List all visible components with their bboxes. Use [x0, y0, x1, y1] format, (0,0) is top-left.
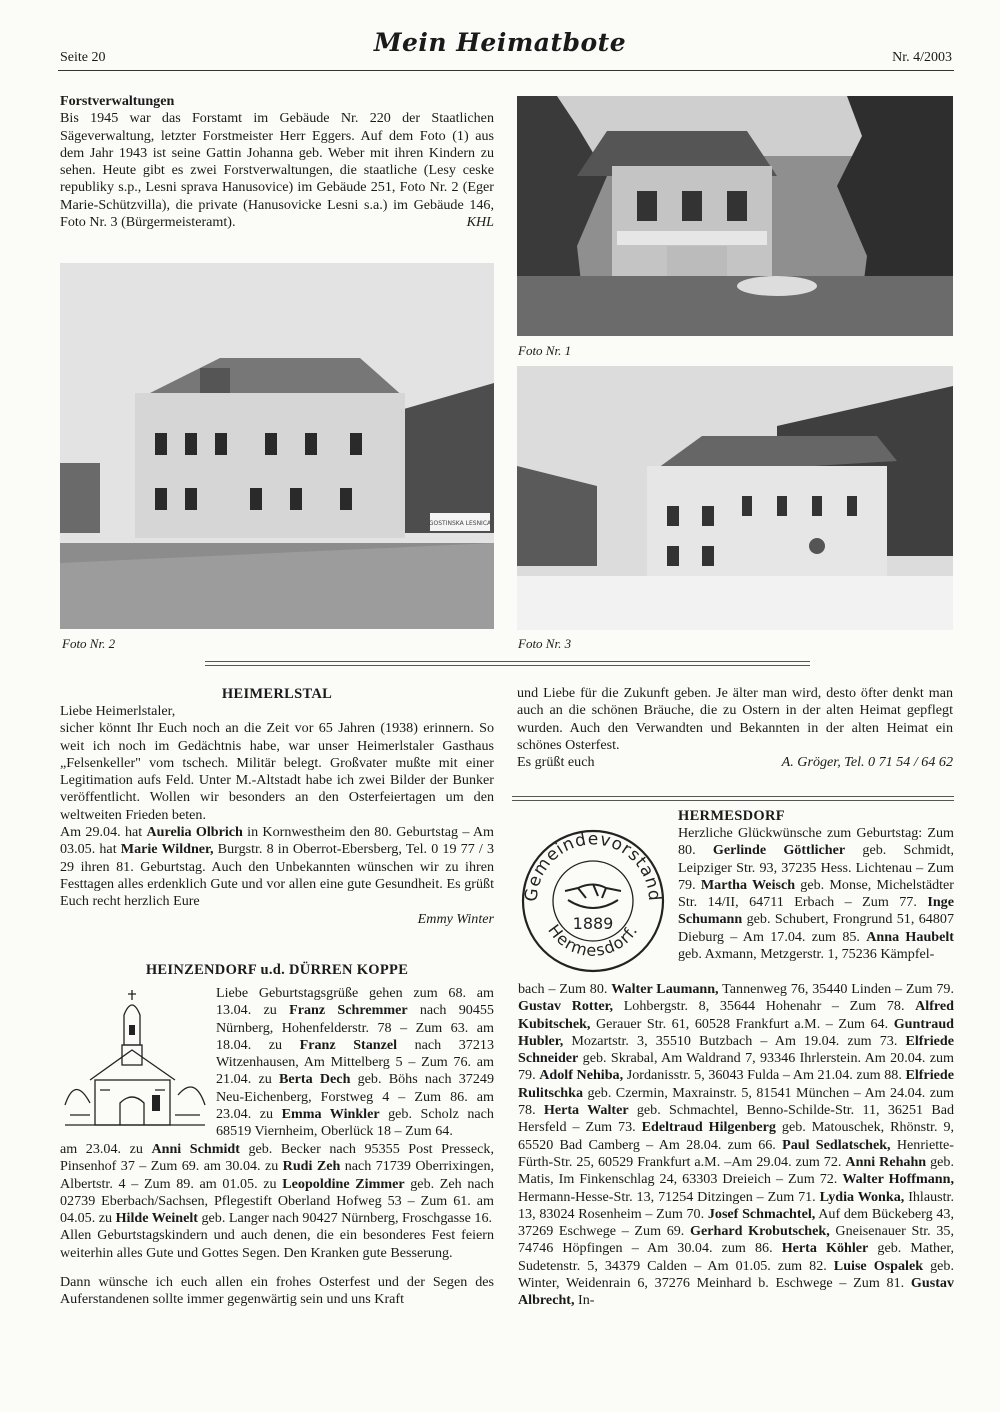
text-run: geb. Schmachtel, Benno-Schilde-Str. 11, 36251 Bad Hersfeld – Zum 73.: [518, 1102, 955, 1136]
text-run: geb. Monse, Michelstädter Str. 14/II, 64711 Erbach – Zum 77.: [678, 876, 954, 911]
person-name: Franz Stanzel: [299, 1036, 398, 1053]
person-name: Marie Wildner,: [120, 841, 214, 858]
text-run: Liebe Geburtstagsgrüße gehen zum 68. am 13.04. zu: [216, 985, 494, 1019]
text-run: am 23.04. zu: [60, 1141, 152, 1157]
text-run: geb. Matouschek, Rhönstr. 9, 65520 Bad Camberg – Am 28.04. zum 66.: [518, 1119, 955, 1153]
continuation-paragraph: und Liebe für die Zukunft geben. Je älter man wird, desto öfter denkt man auch an die schönen Bräuche, die zu Ostern in der alten Heimat gepflegt wurden. Auch den Verwandten und Bekannten in der alten Heimat ein schönes Osterfest.: [517, 685, 953, 753]
text-run: In-: [574, 1292, 595, 1309]
heimerlstal-text: in Kornwestheim den 80. Geburtstag – Am 03.05. hat: [60, 824, 495, 858]
seal-bottom-text: Hermesdorf.: [544, 920, 642, 960]
section-rule-2: [205, 665, 810, 666]
text-run: Mozartstr. 3, 35510 Butzbach – Am 19.04. zum 73.: [563, 1032, 906, 1049]
column-rule-2: [512, 800, 954, 801]
person-name: Herta Köhler: [781, 1240, 869, 1257]
photo-2-sign: GOSTINSKA LESNICA: [428, 520, 492, 527]
person-name: Herta Walter: [543, 1102, 629, 1119]
person-name: Walter Hoffmann,: [842, 1171, 954, 1188]
person-name: Gustav Albrecht,: [518, 1275, 954, 1309]
text-run: geb. Becker nach 95355 Post Presseck, Pinsenhof 37 – Zum 69. am 30.04. zu: [60, 1141, 494, 1175]
masthead-title: Mein Heimatbote: [373, 28, 627, 57]
heinzendorf-paragraph-3: Allen Geburtstagskindern und auch denen, die ein besonderes Fest feiern weiterhin alles Gute und Gottes Segen. Den Kranken gute Besserung.: [60, 1227, 494, 1261]
person-name: Adolf Nehiba,: [539, 1067, 624, 1084]
continuation-greeting: Es grüßt euch: [517, 754, 595, 771]
person-name: Hilde Weinelt: [115, 1210, 198, 1227]
svg-text:Gemeindevorstand: [522, 829, 665, 902]
text-run: Auf dem Bückeberg 43, 37269 Eschwege – Zum 69.: [518, 1205, 954, 1240]
photo-3-caption: Foto Nr. 3: [518, 636, 572, 651]
person-name: Anni Schmidt: [151, 1141, 240, 1157]
person-name: Gerlinde Göttlicher: [712, 842, 846, 859]
person-name: Gustav Rotter,: [518, 998, 614, 1015]
person-name: Lydia Wonka,: [819, 1188, 905, 1205]
column-rule-1: [512, 796, 954, 797]
hermesdorf-seal: [518, 826, 668, 976]
person-name: Gerhard Krobutschek,: [690, 1223, 830, 1240]
issue-number: Nr. 4/2003: [892, 50, 952, 65]
seal-year: 1889: [572, 914, 614, 933]
forst-heading: Forstverwaltungen: [60, 93, 175, 109]
text-run: Ihlaustr. 13, 83024 Rosenheim – Zum 70.: [518, 1188, 954, 1222]
person-name: Paul Sedlatschek,: [782, 1136, 891, 1153]
page-number: Seite 20: [60, 50, 106, 65]
hermesdorf-heading: HERMESDORF: [678, 808, 785, 824]
person-name: Martha Weisch: [700, 876, 796, 893]
text-run: geb. Scholz nach 68519 Viernheim, Oberlück 18 – Zum 64.: [216, 1106, 494, 1140]
person-name: Luise Ospalek: [833, 1257, 924, 1274]
forst-article: [60, 93, 494, 232]
person-name: Inge Schumann: [678, 894, 954, 928]
text-run: bach – Zum 80.: [518, 981, 612, 997]
photo-2-caption: Foto Nr. 2: [62, 636, 116, 651]
forst-body: Bis 1945 war das Forstamt im Gebäude Nr. 220 der Staatlichen Sägeverwaltung, letzter Forstmeister Herr Eggers. Auf dem Foto (1) aus dem Jahr 1943 ist seine Gattin Johanna geb. Weber mit ihren Kindern zu sehen. Heute gibt es zwei Forstverwaltungen, die staatliche (Lesy ceske republiky s.p., Lesni sprava Hanusovice) im Gebäude 251, Foto Nr. 2 (Eger Marie-Schützvilla), die private (Hanusovicke Lesni s.a.) im Gebäude 146, Foto Nr. 3 (Bürgermeisteramt).: [60, 110, 494, 231]
person-name: Franz Schremmer: [289, 1002, 408, 1019]
person-name: Rudi Zeh: [282, 1158, 341, 1175]
heimerlstal-text: Burgstr. 8 in Oberrot-Ebersberg, Tel. 0 19 77 / 3 29 ihren 81. Geburtstag. Auch den Unbekannten wünschen wir zu ihren Festtagen alles erdenklich Gute und vor allen eine gute Gesundheit. Es grüßt Euch recht herzlich Eure: [60, 841, 495, 910]
heinzendorf-heading: HEINZENDORF u.d. DÜRREN KOPPE: [145, 962, 409, 978]
person-name: Emma Winkler: [281, 1106, 380, 1123]
text-run: geb. Schubert, Frongrund 51, 64807 Dieburg – Am 17.04. zum 85.: [678, 911, 954, 945]
heinzendorf-text-2: [60, 1141, 494, 1309]
continuation-author: A. Gröger, Tel. 0 71 54 / 64 62: [781, 754, 953, 771]
text-run: Gerauer Str. 61, 60528 Frankfurt a.M. – Zum 64.: [590, 1015, 894, 1032]
hermesdorf-text-1: [678, 825, 954, 963]
heimerlstal-continuation: [517, 685, 953, 771]
text-run: Tannenweg 76, 35440 Linden – Zum 79.: [718, 981, 954, 997]
text-run: Hermann-Hesse-Str. 13, 71254 Ditzingen – Zum 71.: [518, 1188, 820, 1205]
heimerlstal-salutation: Liebe Heimerlstaler,: [60, 703, 176, 719]
text-run: geb. Skrabal, Am Waldrand 7, 93346 Ihrlerstein. Am 20.04. zum 79.: [518, 1050, 954, 1084]
text-run: geb. Böhs nach 37249 Neu-Eichenberg, Forstweg 4 – Zum 86. am 23.04. zu: [216, 1071, 494, 1123]
heimerlstal-paragraph-1: sicher könnt Ihr Euch noch an die Zeit vor 65 Jahren (1938) erinnern. So weit ich noch im Gedächtnis habe, war unser Heimerlstaler Gasthaus „Felsenkeller" vom tschech. Militär belegt. Großvater mußte mit einer Legitimation aufs Feld. Unter M.-Altstadt habe ich zwei Bilder der Bunker veröffentlicht. Wollen wir besonders an den Osterfeiertagen um den weltweiten Frieden beten.: [60, 720, 494, 823]
person-name: Guntraud Hubler,: [518, 1015, 954, 1049]
text-run: Henriette-Fürth-Str. 25, 60529 Frankfurt a.M. –Am 29.04. zum 72.: [518, 1136, 954, 1170]
heinzendorf-text-1: [216, 985, 494, 1141]
heimerlstal-text: Am 29.04. hat: [60, 824, 147, 841]
text-run: Jordanisstr. 5, 36043 Fulda – Am 21.04. zum 88.: [623, 1067, 906, 1084]
seal-top-text: Gemeindevorstand: [521, 829, 665, 903]
person-name: Josef Schmachtel,: [707, 1205, 816, 1222]
forst-author: KHL: [466, 214, 494, 231]
text-run: geb. Zeh nach 02739 Eberbach/Sachsen, Pflegestift Oberland Hofweg 53 – Zum 61. am 04.05. zu: [60, 1175, 494, 1227]
photo-1-caption: Foto Nr. 1: [518, 343, 572, 358]
text-run: Gneisenauer Str. 35, 74746 Höpfingen – Am 30.04. zum 86.: [518, 1223, 954, 1257]
text-run: nach 90455 Nürnberg, Hohenfelderstr. 78 – Zum 63. am 18.04. zu: [216, 1002, 494, 1053]
text-run: Herzliche Glückwünsche zum Geburtstag: Zum 80.: [678, 825, 954, 859]
person-name: Berta Dech: [279, 1071, 351, 1088]
photo-3: [517, 366, 953, 630]
person-name: Leopoldine Zimmer: [282, 1175, 405, 1192]
photo-1: [517, 96, 953, 336]
person-name: Elfriede Schneider: [518, 1032, 954, 1067]
person-name: Elfriede Rulitschka: [518, 1067, 955, 1101]
heimerlstal-author: Emmy Winter: [417, 910, 494, 927]
text-run: geb. Schmidt, Leipziger Str. 93, 37235 Hess. Lichtenau – Zum 79.: [678, 842, 955, 893]
text-run: geb. Czermin, Maxrainstr. 5, 81541 München – Am 24.04. zum 78.: [518, 1084, 954, 1119]
church-illustration: [60, 985, 210, 1135]
text-run: geb. Langer nach 90427 Nürnberg, Froschgasse 16.: [197, 1210, 493, 1227]
text-run: geb. Axmann, Metzgerstr. 1, 75236 Kämpfel-: [678, 946, 935, 963]
text-run: nach 71739 Oberrixingen, Albertstr. 4 – Zum 89. am 01.05. zu: [60, 1158, 495, 1192]
header-rule: [58, 70, 954, 71]
heimerlstal-heading: HEIMERLSTAL: [221, 686, 333, 702]
section-rule-1: [205, 661, 810, 662]
person-name: Anna Haubelt: [866, 928, 954, 945]
person-name: Edeltraud Hilgenberg: [641, 1119, 776, 1136]
person-name: Alfred Kubitschek,: [518, 998, 954, 1032]
text-run: geb. Winter, Weidenrain 6, 37276 Meinhard b. Eschwege – Zum 81.: [518, 1257, 954, 1292]
hermesdorf-text-2: [518, 981, 954, 1310]
photo-2: [60, 263, 494, 629]
text-run: nach 37213 Witzenhausen, Am Mittelberg 5 – Zum 76. am 21.04. zu: [216, 1036, 494, 1088]
person-name: Walter Laumann,: [611, 981, 719, 997]
text-run: geb. Mather, Sudetenstr. 5, 34379 Calden – Am 01.05. zum 82.: [518, 1240, 955, 1274]
text-run: geb. Matis, Im Finkenschlag 24, 63303 Dreieich – Zum 72.: [518, 1153, 955, 1188]
heimerlstal-article: [60, 703, 494, 928]
heinzendorf-paragraph-4: Dann wünsche ich euch allen ein frohes Osterfest und der Segen des Auferstandenen sollte immer gegenwärtig sein und uns Kraft: [60, 1274, 494, 1308]
text-run: Lohbergstr. 8, 35644 Hohenahr – Zum 78.: [613, 998, 916, 1015]
person-name: Aurelia Olbrich: [146, 824, 243, 841]
person-name: Anni Rehahn: [845, 1153, 927, 1170]
